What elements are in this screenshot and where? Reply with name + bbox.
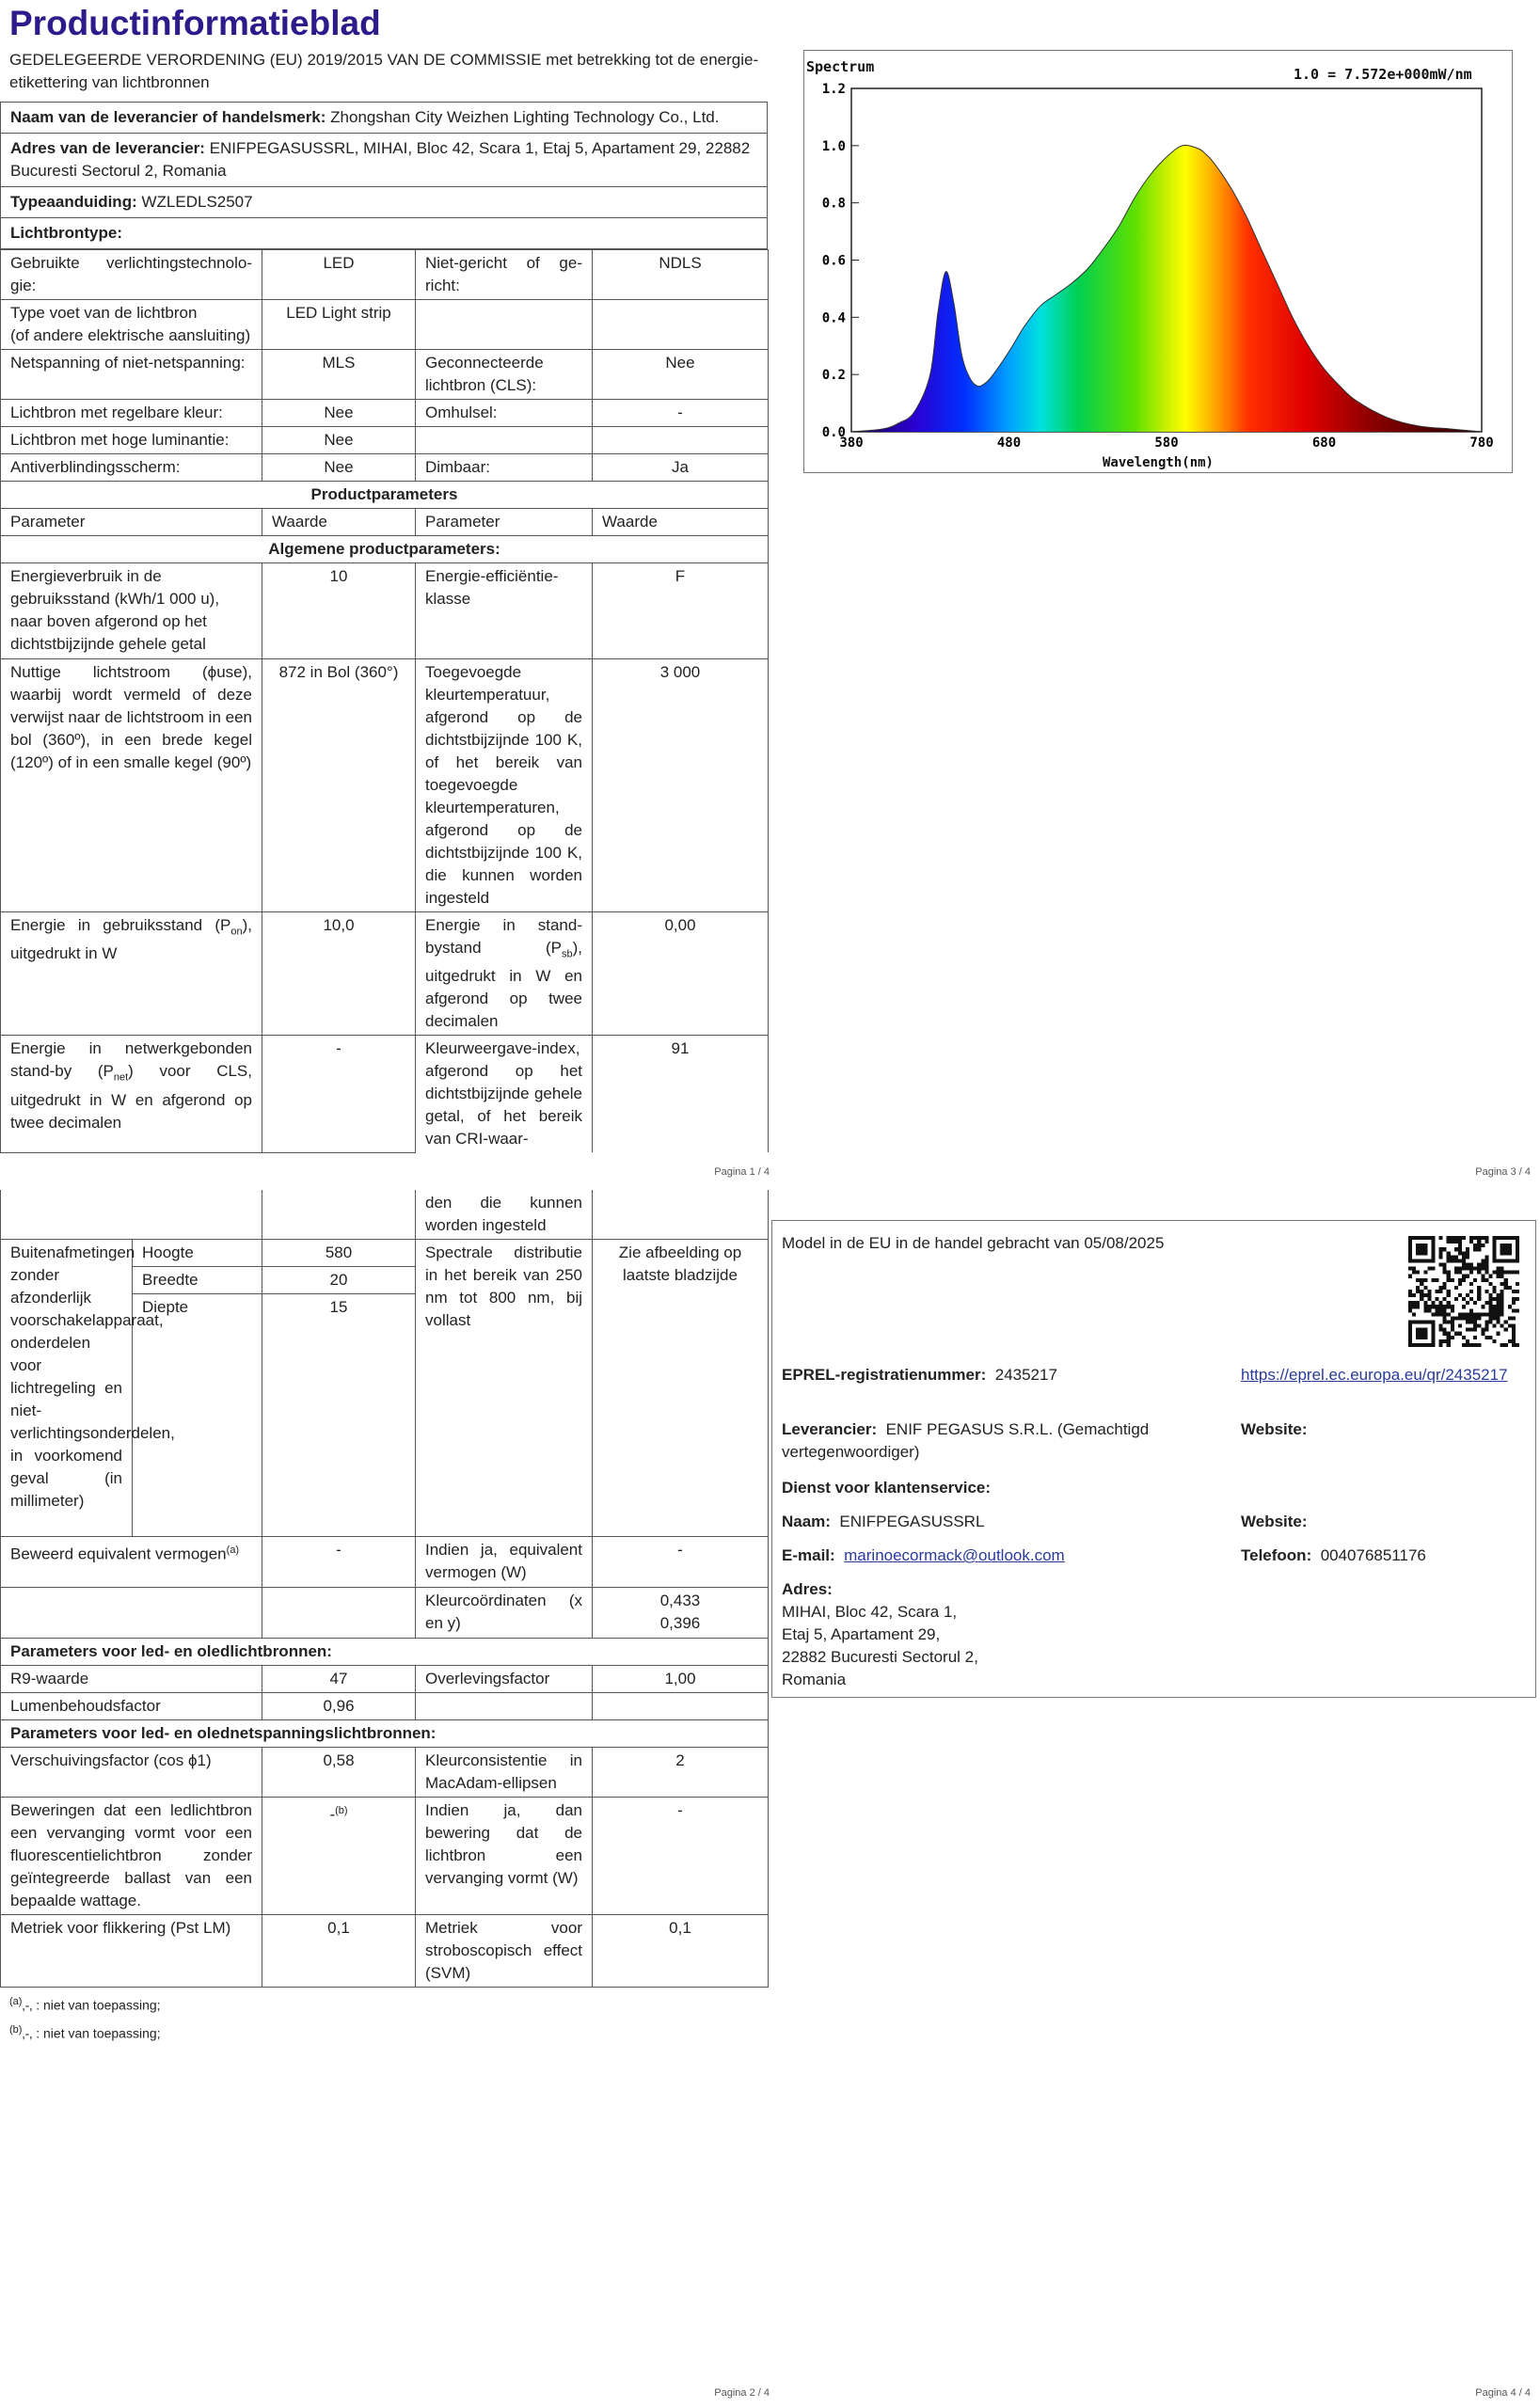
website-row: Website:: [1241, 1420, 1308, 1438]
table-row: Energieverbruik in de gebruiksstand (kWh/1 000 u), naar boven afgerond op het dichtstbijzijnde gehele getal 10 Energie-efficiëntie-klasse F: [1, 563, 769, 659]
table-row: Nuttige lichtstroom (ϕuse), waarbij wordt vermeld of deze verwijst naar de lichtstroom in een bol (360º), in een brede kegel (120º) of in een smalle kegel (90º) 872 in Bol (360°) Toegevoegde kleurtemperatuur, afgerond op de dichtstbijzijnde 100 K, of het bereik van toegevoegde kleurtemperaturen, afgerond op de dichtstbijzijnde 100 K, die kunnen worden ingesteld 3 000: [1, 659, 769, 912]
supplier-address-row: Adres van de leverancier: ENIFPEGASUSSRL, MIHAI, Bloc 42, Scara 1, Etaj 5, Apartament 29, 22882 Bucuresti Sectorul 2, Romania: [1, 134, 767, 187]
spectrum-area: [851, 145, 1482, 432]
table-row: Kleurcoördinaten (x en y) 0,433 0,396: [1, 1588, 769, 1639]
eprel-link[interactable]: https://eprel.ec.europa.eu/qr/2435217: [1241, 1366, 1508, 1384]
table-row: Lichtbron met hoge luminantie: Nee: [1, 427, 769, 454]
supplier-name-row: Naam van de leverancier of handelsmerk: Zhongshan City Weizhen Lighting Technology Co., Ltd.: [1, 103, 767, 134]
email-row: E-mail: marinoecormack@outlook.com: [782, 1546, 1065, 1564]
table-row: R9-waarde 47 Overlevingsfactor 1,00: [1, 1666, 769, 1693]
x-tick-label: 680: [1311, 436, 1337, 451]
table-row: Energie in gebruiksstand $(P_{on})$, uitgedrukt in W 10,0 Energie in stand-bystand $(P_{sb})$, uitgedrukt in W en afgerond op twee decimalen 0,00: [1, 912, 769, 1036]
eprel-number-row: EPREL-registratienummer: 2435217: [782, 1366, 1057, 1384]
supplier-address: ENIFPEGASUSSRL, MIHAI, Bloc 42, Scara 1, Etaj 5, Apartament 29, 22882 Bucuresti Sectorul 2, Romania: [10, 139, 751, 180]
section-header: Parameters voor led- en oledlichtbronnen:: [1, 1639, 769, 1666]
footnote-b: $^{(b)}$‚-‚ : niet van toepassing;: [9, 2023, 161, 2041]
eprel-link-row: [1241, 1364, 1523, 1386]
lightsource-type-row: Lichtbrontype:: [10, 224, 122, 242]
chart-annotation: 1.0 = 7.572e+000mW/nm: [1294, 66, 1472, 83]
service-name-row: Naam: ENIFPEGASUSSRL: [782, 1513, 985, 1530]
address-label: Adres:: [782, 1580, 833, 1598]
market-date: Model in de EU in de handel gebracht van 05/08/2025: [782, 1234, 1165, 1252]
address-block: MIHAI, Bloc 42, Scara 1, Etaj 5, Apartament 29, 22882 Bucuresti Sectorul 2, Romania: [782, 1603, 978, 1688]
table-row: Beweerd equivalent vermogen$^{(a)}$ - Indien ja, equivalent vermogen (W) -: [1, 1537, 769, 1588]
x-tick-label: 380: [839, 436, 864, 451]
service-website-row: Website:: [1241, 1513, 1308, 1530]
page-number: Pagina 4 / 4: [1475, 2387, 1531, 2399]
y-tick-label: 0.6: [821, 253, 846, 269]
y-tick-label: 0.2: [821, 368, 846, 384]
x-axis-label: Wavelength(nm): [1102, 455, 1215, 470]
spectrum-chart-svg: [804, 51, 1512, 472]
x-tick-label: 480: [996, 436, 1022, 451]
eprel-info-box: [771, 1220, 1536, 1698]
qr-code-icon: [1408, 1236, 1519, 1347]
section-header: Productparameters: [1, 482, 769, 509]
chart-title: Spectrum: [806, 58, 875, 75]
phone-row: Telefoon: 004076851176: [1241, 1546, 1426, 1564]
phone-value: 004076851176: [1320, 1546, 1426, 1564]
email-link[interactable]: marinoecormack@outlook.com: [844, 1546, 1065, 1564]
parameters-table-continued: [0, 1190, 769, 1988]
y-tick-label: 1.2: [821, 82, 846, 97]
table-row: Diepte 15: [1, 1294, 769, 1537]
page-number: Pagina 2 / 4: [714, 2387, 770, 2399]
supplier-value: ENIF PEGASUS S.R.L. (Gemachtigd vertegenwoordiger): [782, 1420, 1150, 1461]
y-tick-label: 0.0: [821, 425, 846, 440]
spectrum-chart: [803, 50, 1513, 473]
page-number: Pagina 3 / 4: [1475, 1166, 1531, 1178]
table-row: Metriek voor flikkering (Pst LM) 0,1 Metriek voor stroboscopisch effect (SVM) 0,1: [1, 1915, 769, 1988]
model-row: Typeaanduiding: WZLEDLS2507: [1, 187, 767, 218]
footnote-a: $^{(a)}$‚-‚ : niet van toepassing;: [9, 1996, 161, 2013]
supplier-info-block: [0, 102, 768, 249]
y-tick-label: 0.8: [821, 196, 846, 212]
page-2: [0, 1190, 770, 2408]
table-row: Breedte 20: [1, 1267, 769, 1294]
customer-service-header: Dienst voor klantenservice:: [782, 1479, 992, 1497]
regulation-text: GEDELEGEERDE VERORDENING (EU) 2019/2015 VAN DE COMMISSIE met betrekking tot de energie-etikettering van lichtbronnen: [9, 51, 759, 91]
supplier-row: Leverancier: ENIF PEGASUS S.R.L. (Gemachtigd vertegenwoordiger): [782, 1420, 1150, 1461]
table-row: Lumenbehoudsfactor 0,96: [1, 1693, 769, 1720]
table-row: Energie in netwerkgebonden stand-by $(P_{net})$ voor CLS, uitgedrukt in W en afgerond op twee decimalen - Kleurweergave-index, afgerond op het dichtstbijzijnde gehele getal, of het bereik van CRI-waar- 91: [1, 1036, 769, 1153]
supplier-name: Zhongshan City Weizhen Lighting Technology Co., Ltd.: [330, 108, 720, 126]
model-identifier: WZLEDLS2507: [141, 193, 253, 211]
table-row: Gebruikte verlichtingstechnolo-gie: LED Niet-gericht of ge-richt: NDLS: [1, 250, 769, 300]
page-number: Pagina 1 / 4: [714, 1166, 770, 1178]
table-row: Antiverblindingsscherm: Nee Dimbaar: Ja: [1, 454, 769, 482]
page-1: [0, 0, 770, 1190]
table-row: Buitenafmetingen zonder afzonderlijk voorschakelapparaat, onderdelen voor lichtregeling en niet-verlichtingsonderdelen, in voorkomend geval (in millimeter) Hoogte 580 Spectrale distributie in het bereik van 250 nm tot 800 nm, bij vollast Zie afbeelding op laatste bladzijde: [1, 1240, 769, 1267]
column-header-row: Parameter Waarde Parameter Waarde: [1, 509, 769, 536]
section-header: Parameters voor led- en olednetspanningslichtbronnen:: [1, 1720, 769, 1748]
section-header: Algemene productparameters:: [1, 536, 769, 563]
table-row: Lichtbron met regelbare kleur: Nee Omhulsel: -: [1, 400, 769, 427]
page-title: Productinformatieblad: [9, 4, 381, 42]
table-row: Netspanning of niet-netspanning: MLS Geconnecteerde lichtbron (CLS): Nee: [1, 350, 769, 400]
eprel-number: 2435217: [994, 1366, 1057, 1384]
table-row: den die kunnen worden ingesteld: [1, 1190, 769, 1240]
lightsource-table: [0, 249, 769, 1153]
page-4: [770, 1190, 1540, 2408]
x-tick-label: 780: [1469, 436, 1494, 451]
table-row: Beweringen dat een ledlichtbron een vervanging vormt voor een fluorescentielichtbron zonder geïntegreerde ballast van een bepaalde wattage. -$^{(b)}$ Indien ja, dan bewering dat de lichtbron een vervanging vormt (W) -: [1, 1798, 769, 1915]
y-tick-label: 1.0: [821, 138, 846, 154]
table-row: Verschuivingsfactor (cos ϕ1) 0,58 Kleurconsistentie in MacAdam-ellipsen 2: [1, 1748, 769, 1798]
y-tick-label: 0.4: [821, 310, 846, 326]
table-row: Type voet van de lichtbron (of andere elektrische aansluiting) LED Light strip: [1, 300, 769, 350]
x-tick-label: 580: [1154, 436, 1179, 451]
